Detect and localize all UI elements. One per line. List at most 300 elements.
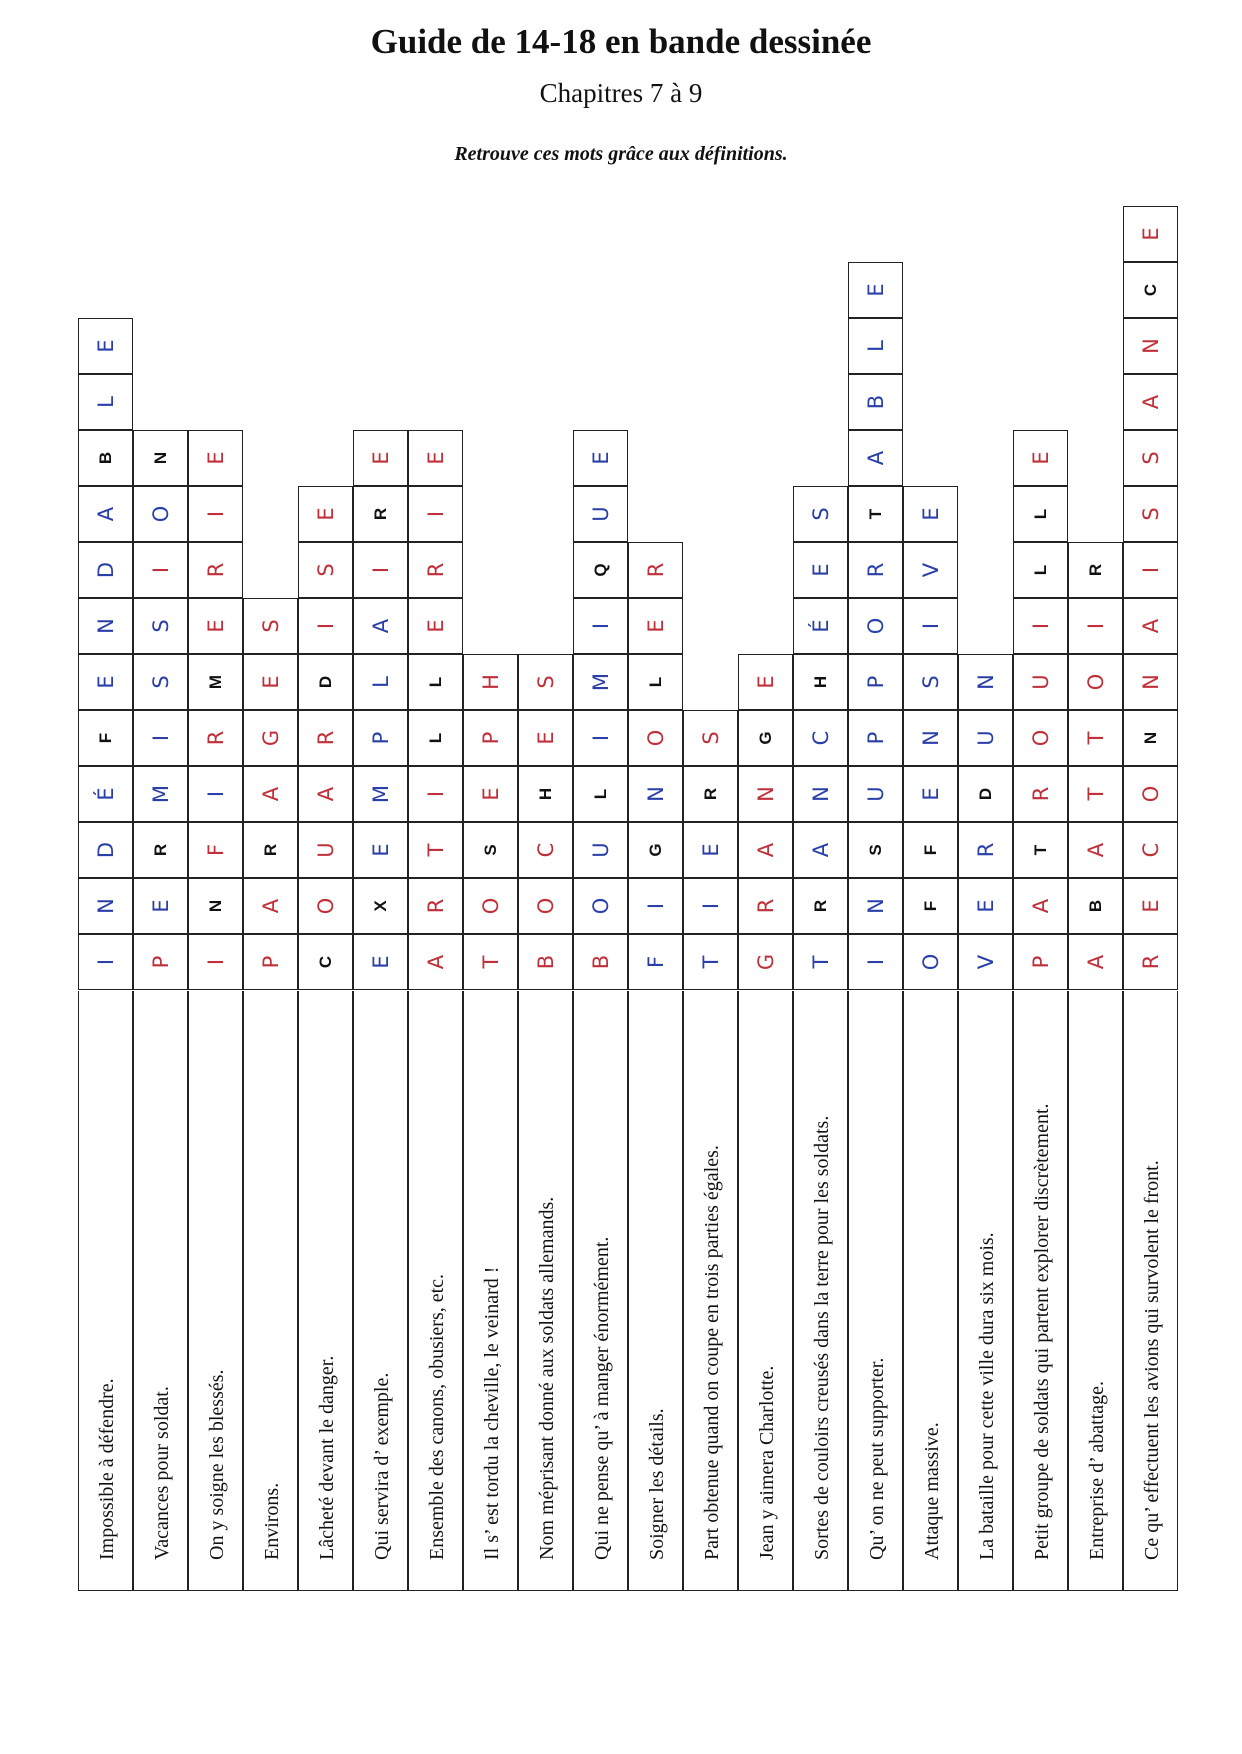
letter: F xyxy=(920,844,940,856)
letter-cell[interactable] xyxy=(188,654,243,710)
letter: T xyxy=(478,955,503,969)
letter-cell[interactable] xyxy=(188,710,243,766)
letter-cell[interactable] xyxy=(1013,542,1068,598)
letter-cell[interactable] xyxy=(958,878,1013,934)
letter: D xyxy=(315,675,335,689)
letter: F xyxy=(203,843,228,857)
letter-cell[interactable] xyxy=(1013,766,1068,822)
letter-cell[interactable] xyxy=(793,486,848,542)
letter: E xyxy=(423,451,448,465)
letter-cell[interactable] xyxy=(408,710,463,766)
letter-cell[interactable] xyxy=(1123,318,1178,374)
letter-cell[interactable] xyxy=(1068,710,1123,766)
letter-cell[interactable] xyxy=(903,766,958,822)
letter: E xyxy=(368,955,393,969)
letter: B xyxy=(1085,899,1105,913)
letter-cell[interactable] xyxy=(848,710,903,766)
letter-cell[interactable] xyxy=(903,598,958,654)
letter: E xyxy=(478,787,503,801)
letter-cell[interactable] xyxy=(243,878,298,934)
letter-cell[interactable] xyxy=(353,430,408,486)
letter: U xyxy=(588,842,613,858)
letter-cell[interactable] xyxy=(353,878,408,934)
letter: S xyxy=(1138,507,1163,521)
letter-cell[interactable] xyxy=(78,374,133,430)
letter-cell[interactable] xyxy=(1123,878,1178,934)
letter-cell[interactable] xyxy=(353,486,408,542)
definition-text: Qui ne pense qu’ à manger énormément. xyxy=(591,1236,613,1560)
letter-cell[interactable] xyxy=(408,430,463,486)
letter: B xyxy=(588,954,613,970)
letter-cell[interactable] xyxy=(1123,654,1178,710)
letter-cell[interactable] xyxy=(958,934,1013,990)
letter-cell[interactable] xyxy=(628,934,683,990)
letter-cell[interactable] xyxy=(78,542,133,598)
letter-cell[interactable] xyxy=(903,710,958,766)
letter-cell[interactable] xyxy=(1013,710,1068,766)
letter: A xyxy=(313,786,338,802)
letter-cell[interactable] xyxy=(188,598,243,654)
letter: D xyxy=(975,787,995,801)
letter: E xyxy=(698,843,723,857)
letter: P xyxy=(863,675,888,689)
letter: L xyxy=(590,788,610,800)
letter-cell[interactable] xyxy=(133,486,188,542)
letter-cell[interactable] xyxy=(793,598,848,654)
letter-cell[interactable] xyxy=(848,766,903,822)
letter-cell[interactable] xyxy=(683,822,738,878)
letter-cell[interactable] xyxy=(848,878,903,934)
page-title: Guide de 14-18 en bande dessinée xyxy=(370,22,872,61)
definition-text: Ensemble des canons, obusiers, etc. xyxy=(426,1273,448,1560)
letter-cell[interactable] xyxy=(243,934,298,990)
letter-cell[interactable] xyxy=(133,934,188,990)
letter: E xyxy=(423,619,448,633)
letter-cell[interactable] xyxy=(243,766,298,822)
letter: L xyxy=(645,676,665,688)
letter-cell[interactable] xyxy=(188,822,243,878)
letter-cell[interactable] xyxy=(78,654,133,710)
letter-cell[interactable] xyxy=(793,822,848,878)
letter: I xyxy=(368,566,393,574)
letter-cell[interactable] xyxy=(628,654,683,710)
letter-cell[interactable] xyxy=(78,934,133,990)
letter: P xyxy=(148,955,173,969)
letter-cell[interactable] xyxy=(628,766,683,822)
page-subtitle: Chapitres 7 à 9 xyxy=(539,78,703,108)
letter-cell[interactable] xyxy=(793,654,848,710)
letter-cell[interactable] xyxy=(463,822,518,878)
letter-cell[interactable] xyxy=(793,542,848,598)
letter: L xyxy=(93,396,118,408)
letter: U xyxy=(313,842,338,858)
letter-cell[interactable] xyxy=(518,710,573,766)
letter-cell[interactable] xyxy=(1123,262,1178,318)
letter-cell[interactable] xyxy=(298,598,353,654)
letter: O xyxy=(863,617,888,635)
letter-cell[interactable] xyxy=(573,934,628,990)
definition-cell xyxy=(518,991,573,1591)
definition-text: Environs. xyxy=(261,1482,283,1560)
letter-cell[interactable] xyxy=(1013,598,1068,654)
letter: T xyxy=(1030,844,1050,856)
letter-cell[interactable] xyxy=(78,878,133,934)
letter: N xyxy=(1140,731,1160,745)
letter: R xyxy=(700,787,720,801)
letter-cell[interactable] xyxy=(1013,822,1068,878)
letter-cell[interactable] xyxy=(573,654,628,710)
letter-cell[interactable] xyxy=(353,934,408,990)
letter-cell[interactable] xyxy=(683,766,738,822)
letter: O xyxy=(1028,729,1053,747)
letter-cell[interactable] xyxy=(738,710,793,766)
letter: I xyxy=(93,958,118,966)
letter: O xyxy=(588,897,613,915)
letter-cell[interactable] xyxy=(133,430,188,486)
letter-cell[interactable] xyxy=(848,542,903,598)
letter-cell[interactable] xyxy=(353,542,408,598)
letter-cell[interactable] xyxy=(1068,878,1123,934)
letter-cell[interactable] xyxy=(573,542,628,598)
letter: I xyxy=(203,510,228,518)
letter-cell[interactable] xyxy=(243,598,298,654)
letter: E xyxy=(753,675,778,689)
letter-cell[interactable] xyxy=(133,542,188,598)
letter-cell[interactable] xyxy=(408,766,463,822)
letter: L xyxy=(425,676,445,688)
letter: A xyxy=(808,842,833,858)
letter: N xyxy=(93,898,118,914)
letter-cell[interactable] xyxy=(243,822,298,878)
definition-cell xyxy=(738,991,793,1591)
letter-cell[interactable] xyxy=(298,710,353,766)
letter-cell[interactable] xyxy=(628,878,683,934)
letter: R xyxy=(150,843,170,857)
definition-cell xyxy=(188,991,243,1591)
letter: R xyxy=(1028,786,1053,802)
letter: L xyxy=(1030,508,1050,520)
letter-cell[interactable] xyxy=(463,766,518,822)
letter-cell[interactable] xyxy=(903,542,958,598)
letter-cell[interactable] xyxy=(738,878,793,934)
letter: A xyxy=(1028,898,1053,914)
letter-cell[interactable] xyxy=(628,598,683,654)
letter-cell[interactable] xyxy=(1123,934,1178,990)
definition-text: Impossible à défendre. xyxy=(96,1378,118,1560)
letter: F xyxy=(95,732,115,744)
letter-cell[interactable] xyxy=(793,934,848,990)
letter-cell[interactable] xyxy=(738,822,793,878)
letter-cell[interactable] xyxy=(848,934,903,990)
letter-cell[interactable] xyxy=(78,486,133,542)
letter-cell[interactable] xyxy=(1013,878,1068,934)
letter-cell[interactable] xyxy=(353,598,408,654)
letter-cell[interactable] xyxy=(408,822,463,878)
letter: I xyxy=(1138,566,1163,574)
letter-cell[interactable] xyxy=(353,822,408,878)
letter-cell[interactable] xyxy=(408,878,463,934)
letter: E xyxy=(918,787,943,801)
definition-text: Lâcheté devant le danger. xyxy=(316,1355,338,1560)
letter-cell[interactable] xyxy=(353,766,408,822)
letter-cell[interactable] xyxy=(958,766,1013,822)
definition-cell xyxy=(1013,991,1068,1591)
letter-cell[interactable] xyxy=(848,430,903,486)
definition-cell xyxy=(628,991,683,1591)
letter-cell[interactable] xyxy=(518,878,573,934)
instruction-text: Retrouve ces mots grâce aux définitions. xyxy=(454,143,788,165)
letter-cell[interactable] xyxy=(848,318,903,374)
letter-cell[interactable] xyxy=(1068,598,1123,654)
letter-cell[interactable] xyxy=(78,766,133,822)
letter-cell[interactable] xyxy=(903,486,958,542)
letter: E xyxy=(1138,227,1163,241)
definition-cell xyxy=(793,991,848,1591)
letter-cell[interactable] xyxy=(298,654,353,710)
letter-cell[interactable] xyxy=(78,598,133,654)
definition-cell xyxy=(243,991,298,1591)
letter-cell[interactable] xyxy=(133,654,188,710)
letter: R xyxy=(643,562,668,578)
letter-cell[interactable] xyxy=(1123,598,1178,654)
letter: O xyxy=(148,505,173,523)
letter-cell[interactable] xyxy=(463,934,518,990)
letter-cell[interactable] xyxy=(903,878,958,934)
letter: S xyxy=(313,563,338,577)
letter: A xyxy=(1138,618,1163,634)
letter-cell[interactable] xyxy=(1123,710,1178,766)
letter-cell[interactable] xyxy=(1013,934,1068,990)
letter-cell[interactable] xyxy=(628,710,683,766)
letter: E xyxy=(918,507,943,521)
letter-cell[interactable] xyxy=(188,934,243,990)
letter-cell[interactable] xyxy=(903,822,958,878)
letter: B xyxy=(533,954,558,970)
letter-cell[interactable] xyxy=(683,710,738,766)
definition-cell xyxy=(353,991,408,1591)
letter-cell[interactable] xyxy=(518,654,573,710)
letter-cell[interactable] xyxy=(518,934,573,990)
letter: S xyxy=(698,731,723,745)
letter-cell[interactable] xyxy=(628,822,683,878)
definition-text: La bataille pour cette ville dura six mois. xyxy=(976,1232,998,1560)
letter-cell[interactable] xyxy=(518,766,573,822)
letter-cell[interactable] xyxy=(738,654,793,710)
letter-cell[interactable] xyxy=(628,542,683,598)
letter-cell[interactable] xyxy=(463,878,518,934)
letter-cell[interactable] xyxy=(463,654,518,710)
letter-cell[interactable] xyxy=(133,878,188,934)
letter-cell[interactable] xyxy=(903,654,958,710)
letter-cell[interactable] xyxy=(573,766,628,822)
letter-cell[interactable] xyxy=(738,934,793,990)
letter-cell[interactable] xyxy=(298,542,353,598)
letter: E xyxy=(368,451,393,465)
letter-cell[interactable] xyxy=(1013,486,1068,542)
letter-cell[interactable] xyxy=(848,262,903,318)
letter-cell[interactable] xyxy=(1123,542,1178,598)
letter-cell[interactable] xyxy=(1123,374,1178,430)
definition-text: Attaque massive. xyxy=(921,1422,943,1560)
letter: C xyxy=(808,730,833,746)
letter: R xyxy=(810,899,830,913)
letter: I xyxy=(203,958,228,966)
letter: A xyxy=(368,618,393,634)
letter-cell[interactable] xyxy=(243,710,298,766)
letter: E xyxy=(533,731,558,745)
letter-cell[interactable] xyxy=(573,430,628,486)
letter-cell[interactable] xyxy=(573,878,628,934)
letter: C xyxy=(1138,842,1163,858)
letter: U xyxy=(588,506,613,522)
letter-cell[interactable] xyxy=(1013,654,1068,710)
letter-cell[interactable] xyxy=(683,934,738,990)
letter-cell[interactable] xyxy=(78,430,133,486)
letter: A xyxy=(258,786,283,802)
letter-cell[interactable] xyxy=(573,710,628,766)
letter-cell[interactable] xyxy=(78,318,133,374)
letter-cell[interactable] xyxy=(1013,430,1068,486)
letter: R xyxy=(423,562,448,578)
letter: E xyxy=(148,899,173,913)
letter: O xyxy=(918,953,943,971)
definition-text: Soigner les détails. xyxy=(646,1408,668,1560)
letter: I xyxy=(588,622,613,630)
letter-cell[interactable] xyxy=(958,822,1013,878)
letter-cell[interactable] xyxy=(188,542,243,598)
letter-cell[interactable] xyxy=(353,710,408,766)
letter-cell[interactable] xyxy=(1123,430,1178,486)
letter: O xyxy=(643,729,668,747)
letter-cell[interactable] xyxy=(1068,654,1123,710)
letter-cell[interactable] xyxy=(518,822,573,878)
letter: P xyxy=(258,955,283,969)
letter-cell[interactable] xyxy=(133,710,188,766)
letter: H xyxy=(535,787,555,801)
letter-cell[interactable] xyxy=(408,598,463,654)
letter-cell[interactable] xyxy=(133,598,188,654)
letter: N xyxy=(808,786,833,802)
letter: F xyxy=(920,900,940,912)
letter-cell[interactable] xyxy=(408,542,463,598)
letter: I xyxy=(863,958,888,966)
letter-cell[interactable] xyxy=(408,934,463,990)
letter: M xyxy=(368,784,393,804)
letter-cell[interactable] xyxy=(1123,822,1178,878)
letter-cell[interactable] xyxy=(1123,206,1178,262)
letter-cell[interactable] xyxy=(1123,486,1178,542)
letter-cell[interactable] xyxy=(958,710,1013,766)
letter-cell[interactable] xyxy=(573,822,628,878)
letter: E xyxy=(368,843,393,857)
letter-cell[interactable] xyxy=(903,934,958,990)
letter: S xyxy=(865,844,885,856)
letter-cell[interactable] xyxy=(1068,766,1123,822)
letter: I xyxy=(148,734,173,742)
letter-cell[interactable] xyxy=(353,654,408,710)
letter-cell[interactable] xyxy=(298,878,353,934)
letter-cell[interactable] xyxy=(848,486,903,542)
letter-cell[interactable] xyxy=(848,374,903,430)
letter: R xyxy=(370,507,390,521)
letter: P xyxy=(368,731,393,745)
letter: A xyxy=(1083,842,1108,858)
definition-text: On y soigne les blessés. xyxy=(206,1369,228,1560)
letter-cell[interactable] xyxy=(133,766,188,822)
letter-cell[interactable] xyxy=(188,430,243,486)
letter: G xyxy=(258,729,283,747)
letter: I xyxy=(313,622,338,630)
letter-cell[interactable] xyxy=(1068,934,1123,990)
letter-cell[interactable] xyxy=(78,822,133,878)
letter: E xyxy=(258,675,283,689)
letter-cell[interactable] xyxy=(188,486,243,542)
letter: T xyxy=(698,955,723,969)
letter-cell[interactable] xyxy=(848,598,903,654)
letter-cell[interactable] xyxy=(408,654,463,710)
letter: O xyxy=(533,897,558,915)
letter-cell[interactable] xyxy=(243,654,298,710)
letter: I xyxy=(203,790,228,798)
letter-cell[interactable] xyxy=(573,486,628,542)
letter-cell[interactable] xyxy=(1068,542,1123,598)
letter: X xyxy=(370,900,390,912)
letter-cell[interactable] xyxy=(738,766,793,822)
letter: L xyxy=(368,676,393,688)
letter: E xyxy=(313,507,338,521)
letter: E xyxy=(93,675,118,689)
letter: G xyxy=(753,953,778,971)
letter-cell[interactable] xyxy=(298,486,353,542)
definition-text: Qui servira d’ exemple. xyxy=(371,1372,393,1560)
letter-cell[interactable] xyxy=(573,598,628,654)
letter: V xyxy=(918,562,943,578)
letter: B xyxy=(95,451,115,465)
definition-cell xyxy=(1123,991,1178,1591)
letter: E xyxy=(203,619,228,633)
letter-cell[interactable] xyxy=(188,766,243,822)
letter-cell[interactable] xyxy=(683,878,738,934)
letter: U xyxy=(1028,674,1053,690)
letter-cell[interactable] xyxy=(793,710,848,766)
letter-cell[interactable] xyxy=(958,654,1013,710)
letter-cell[interactable] xyxy=(298,822,353,878)
letter-cell[interactable] xyxy=(298,766,353,822)
letter-cell[interactable] xyxy=(1068,822,1123,878)
letter: M xyxy=(588,672,613,692)
letter-cell[interactable] xyxy=(848,654,903,710)
letter-cell[interactable] xyxy=(848,822,903,878)
letter: R xyxy=(973,842,998,858)
letter-cell[interactable] xyxy=(298,934,353,990)
letter: O xyxy=(1083,673,1108,691)
letter: T xyxy=(1083,787,1108,801)
letter: T xyxy=(423,843,448,857)
letter: L xyxy=(863,340,888,352)
letter-cell[interactable] xyxy=(463,710,518,766)
definition-text: Jean y aimera Charlotte. xyxy=(756,1365,778,1560)
letter-cell[interactable] xyxy=(133,822,188,878)
letter: G xyxy=(755,731,775,745)
letter-cell[interactable] xyxy=(793,878,848,934)
letter: E xyxy=(808,563,833,577)
letter-cell[interactable] xyxy=(1123,766,1178,822)
letter-cell[interactable] xyxy=(188,878,243,934)
letter: L xyxy=(425,732,445,744)
letter-cell[interactable] xyxy=(793,766,848,822)
letter-cell[interactable] xyxy=(78,710,133,766)
letter-cell[interactable] xyxy=(408,486,463,542)
